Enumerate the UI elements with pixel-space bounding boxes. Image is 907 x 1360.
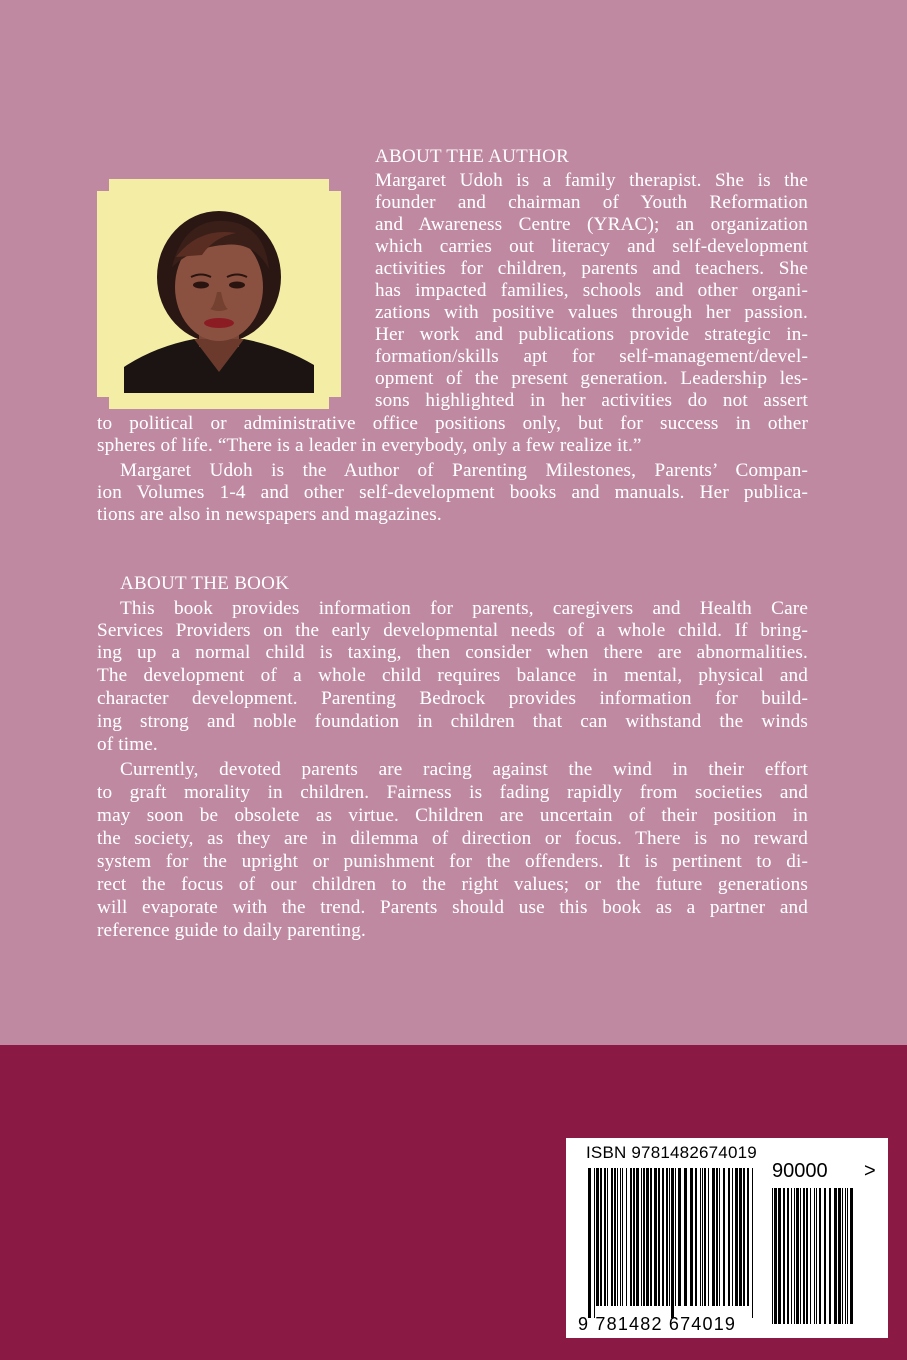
barcode-bar [636,1168,639,1306]
author-line: activities for children, parents and teachers. She [375,258,808,279]
barcode-bar [600,1168,602,1306]
barcode-bar [596,1168,599,1306]
barcode-bar [791,1188,792,1324]
price-arrow: > [864,1160,876,1182]
barcode-bar [772,1188,773,1324]
barcode-bar [622,1168,623,1306]
barcode-bar [633,1168,635,1306]
book-line: Services Providers on the early developmental needs of a whole child. If bring- [97,620,808,641]
barcode-bar [708,1168,709,1306]
barcode-bar [695,1168,697,1306]
barcode-bar [735,1168,738,1306]
barcode-bar [842,1188,843,1324]
author-line: founder and chairman of Youth Reformation [375,192,808,213]
author-line: has impacted families, schools and other organi- [375,280,808,301]
barcode-bar [732,1168,733,1306]
book-line: This book provides information for parents, caregivers and Health Care [120,598,808,619]
barcode-bar [774,1188,777,1324]
barcode-bar [778,1188,781,1324]
author-line: which carries out literacy and self-development [375,236,808,257]
author-line: formation/skills apt for self-management/devel- [375,346,808,367]
addon-barcode-bars [772,1188,854,1336]
barcode-bar [794,1188,795,1324]
author-line: zations with positive values through her passion. [375,302,808,323]
barcode-bar [800,1188,801,1324]
barcode-bar [588,1168,591,1318]
book-line: reference guide to daily parenting. [97,920,366,941]
book-line: the society, as they are in dilemma of direction or focus. There is no reward [97,828,808,849]
barcode-bar [643,1168,645,1306]
barcode-bar [604,1168,606,1306]
barcode-bar [816,1188,817,1324]
isbn-barcode [566,1138,888,1338]
author-line: sons highlighted in her activities do not assert [375,390,808,411]
barcode-bar [690,1168,693,1306]
barcode-bar [658,1168,660,1306]
barcode-bar [675,1168,676,1306]
book-line: may soon be obsolete as virtue. Children are uncertain of their position in [97,805,808,826]
barcode-bar [716,1168,718,1306]
barcode-bar [752,1168,753,1318]
barcode-bar [641,1168,642,1306]
barcode-bar [712,1168,715,1306]
barcode-bar [607,1168,608,1306]
barcode-bar [787,1188,789,1324]
barcode-bar [838,1188,841,1324]
barcode-bar [850,1188,853,1324]
barcode-bar [684,1168,687,1306]
barcode-bar [654,1168,657,1306]
barcode-bar [834,1188,837,1324]
author-line: ion Volumes 1-4 and other self-development books and manuals. Her publica- [97,482,808,503]
author-line: and Awareness Centre (YRAC); an organization [375,214,808,235]
about-book-heading: ABOUT THE BOOK [120,573,290,594]
barcode-bar [796,1188,799,1324]
barcode-bar [806,1188,808,1324]
barcode-bar [702,1168,703,1306]
barcode-bar [666,1168,668,1306]
barcode-bar [611,1168,613,1306]
barcode-bar [626,1168,627,1306]
barcode-bar [617,1168,618,1306]
barcode-bar [845,1188,846,1324]
book-line: ing strong and noble foundation in children that can withstand the winds [97,711,808,732]
barcode-bar [671,1168,674,1318]
book-line: to graft morality in children. Fairness is fading rapidly from societies and [97,782,808,803]
barcode-bar [739,1168,742,1306]
author-line: Her work and publications provide strategic in- [375,324,808,345]
barcode-bar [630,1168,632,1306]
book-line: rect the focus of our children to the right values; or the future generations [97,874,808,895]
author-line: opment of the present generation. Leadership les- [375,368,808,389]
barcode-bar [646,1168,649,1306]
barcode-bar [747,1168,749,1306]
author-portrait [124,197,314,393]
barcode-bar [704,1168,706,1306]
author-line: Margaret Udoh is the Author of Parenting Milestones, Parents’ Compan- [120,460,808,481]
barcode-bar [783,1188,785,1324]
barcode-bar [650,1168,652,1306]
author-line: tions are also in newspapers and magazines. [97,504,442,525]
barcode-bar [669,1168,670,1306]
author-line: to political or administrative office positions only, but for success in other [97,413,808,434]
book-line: will evaporate with the trend. Parents should use this book as a partner and [97,897,808,918]
barcode-bar [723,1168,725,1306]
barcode-bar [824,1188,826,1324]
barcode-bar [829,1188,831,1324]
barcode-bar [803,1188,805,1324]
barcode-bars [588,1168,756,1318]
barcode-bar [728,1168,730,1306]
price-code: 90000 [772,1160,828,1182]
barcode-bar [719,1168,720,1306]
isbn-label: ISBN 9781482674019 [586,1143,757,1162]
book-line: character development. Parenting Bedrock provides information for build- [97,688,808,709]
barcode-bar [743,1168,745,1306]
book-line: of time. [97,734,158,755]
barcode-bar [810,1188,811,1324]
barcode-bar [678,1168,681,1306]
barcode-bar [847,1188,848,1324]
author-line: spheres of life. “There is a leader in everybody, only a few realize it.” [97,435,642,456]
book-line: ing up a normal child is taxing, then consider when there are abnormalities. [97,642,808,663]
barcode-bar [594,1168,595,1318]
barcode-bar [614,1168,616,1306]
barcode-bar [819,1188,821,1324]
about-author-heading: ABOUT THE AUTHOR [375,146,570,167]
author-line: Margaret Udoh is a family therapist. She is the [375,170,808,191]
isbn-digits: 9 781482 674019 [578,1314,737,1334]
barcode-bar [662,1168,664,1306]
book-line: The development of a whole child requires balance in mental, physical and [97,665,808,686]
book-line: Currently, devoted parents are racing against the wind in their effort [120,759,808,780]
book-line: system for the upright or punishment for the offenders. It is pertinent to di- [97,851,808,872]
barcode-bar [814,1188,815,1324]
barcode-bar [700,1168,701,1306]
barcode-bar [620,1168,621,1306]
